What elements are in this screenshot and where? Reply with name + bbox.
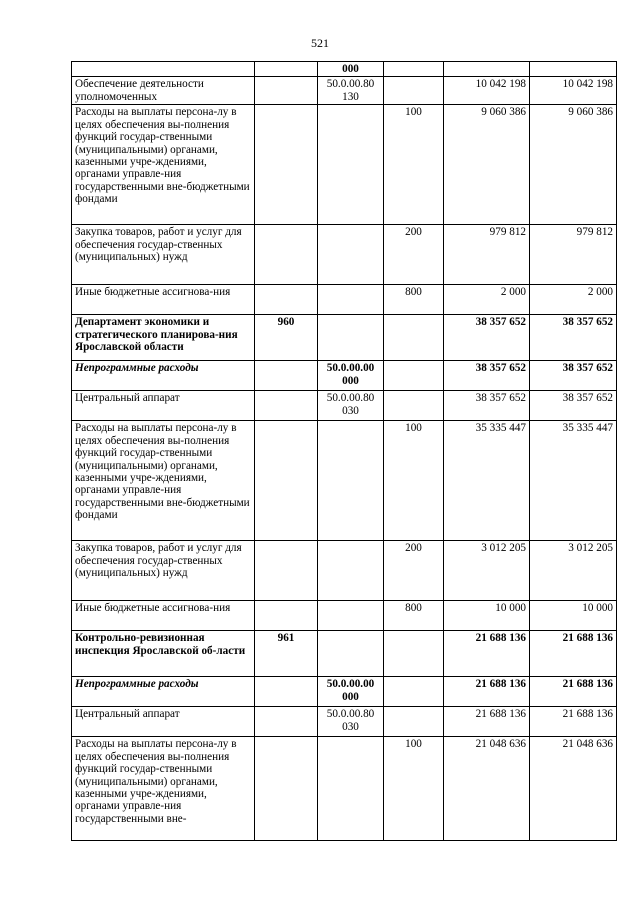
cell-amount-1: 979 812 [444,225,530,285]
cell-amount-1: 38 357 652 [444,391,530,421]
cell-expense-type: 100 [384,105,444,225]
cell-dept-code: 961 [255,631,318,677]
cell-program-code: 000 [318,62,384,77]
cell-program-code [318,421,384,541]
cell-amount-1: 2 000 [444,285,530,315]
table-row [72,105,617,225]
cell-amount-2: 21 688 136 [530,707,617,737]
cell-amount-1: 10 000 [444,601,530,631]
cell-amount-1: 38 357 652 [444,361,530,391]
cell-name: Закупка товаров, работ и услуг для обеспечения государ-ственных (муниципальных) нужд [72,225,255,285]
cell-amount-2: 2 000 [530,285,617,315]
cell-name: Закупка товаров, работ и услуг для обеспечения государ-ственных (муниципальных) нужд [72,541,255,601]
table-row [72,225,617,285]
page-number: 521 [311,36,329,50]
cell-name: Контрольно-ревизионная инспекция Ярославской об-ласти [72,631,255,677]
cell-dept-code [255,707,318,737]
cell-amount-2: 35 335 447 [530,421,617,541]
cell-name: Центральный аппарат [72,391,255,421]
table-row [72,77,617,105]
cell-dept-code [255,737,318,841]
cell-name: Центральный аппарат [72,707,255,737]
cell-expense-type: 800 [384,601,444,631]
cell-program-code: 50.0.00.80 030 [318,391,384,421]
table-row [72,631,617,677]
cell-amount-2: 3 012 205 [530,541,617,601]
cell-expense-type: 200 [384,225,444,285]
cell-dept-code [255,225,318,285]
cell-expense-type [384,677,444,707]
budget-table [71,61,617,841]
cell-name: Расходы на выплаты персона-лу в целях обеспечения вы-полнения функций государ-ственными (муниципальными) органами, казенными учре-ждениями, органами управле-ния государственными вне- [72,737,255,841]
cell-amount-2: 38 357 652 [530,315,617,361]
cell-dept-code [255,391,318,421]
cell-expense-type: 800 [384,285,444,315]
cell-name: Департамент экономики и стратегического планирова-ния Ярославской области [72,315,255,361]
cell-dept-code [255,541,318,601]
cell-amount-1: 10 042 198 [444,77,530,105]
cell-amount-2: 38 357 652 [530,391,617,421]
cell-expense-type [384,361,444,391]
cell-name: Непрограммные расходы [72,677,255,707]
cell-program-code [318,601,384,631]
table-row [72,601,617,631]
cell-dept-code [255,361,318,391]
cell-name: Иные бюджетные ассигнова-ния [72,601,255,631]
cell-expense-type [384,315,444,361]
cell-amount-1: 21 688 136 [444,677,530,707]
table-row [72,361,617,391]
table-row [72,285,617,315]
cell-name: Расходы на выплаты персона-лу в целях обеспечения вы-полнения функций государ-ственными (муниципальными) органами, казенными учре-ждениями, органами управле-ния государственными вне-бюджетными фондами [72,105,255,225]
cell-dept-code: 960 [255,315,318,361]
table-row [72,62,617,77]
cell-dept-code [255,105,318,225]
cell-amount-2: 10 000 [530,601,617,631]
cell-expense-type: 100 [384,737,444,841]
cell-program-code [318,315,384,361]
cell-program-code [318,631,384,677]
cell-amount-1: 3 012 205 [444,541,530,601]
cell-dept-code [255,421,318,541]
cell-expense-type [384,62,444,77]
cell-program-code: 50.0.00.00 000 [318,677,384,707]
cell-name: Непрограммные расходы [72,361,255,391]
cell-expense-type [384,77,444,105]
table-row [72,677,617,707]
cell-name: Обеспечение деятельности уполномоченных [72,77,255,105]
cell-dept-code [255,677,318,707]
cell-amount-1: 21 048 636 [444,737,530,841]
table-row [72,421,617,541]
cell-program-code [318,541,384,601]
cell-expense-type [384,391,444,421]
cell-amount-1: 38 357 652 [444,315,530,361]
table-row [72,391,617,421]
cell-amount-1 [444,62,530,77]
cell-name [72,62,255,77]
cell-program-code [318,285,384,315]
cell-dept-code [255,77,318,105]
cell-name: Расходы на выплаты персона-лу в целях обеспечения вы-полнения функций государ-ственными (муниципальными) органами, казенными учре-ждениями, органами управле-ния государственными вне-бюджетными фондами [72,421,255,541]
table-row [72,315,617,361]
cell-dept-code [255,285,318,315]
cell-amount-2: 21 048 636 [530,737,617,841]
cell-amount-2: 21 688 136 [530,631,617,677]
table-row [72,541,617,601]
cell-program-code [318,225,384,285]
cell-program-code [318,105,384,225]
cell-amount-1: 21 688 136 [444,707,530,737]
cell-amount-2: 38 357 652 [530,361,617,391]
cell-amount-2: 10 042 198 [530,77,617,105]
cell-dept-code [255,62,318,77]
cell-program-code: 50.0.00.80 130 [318,77,384,105]
cell-expense-type [384,707,444,737]
cell-amount-2: 9 060 386 [530,105,617,225]
cell-program-code: 50.0.00.00 000 [318,361,384,391]
cell-amount-1: 21 688 136 [444,631,530,677]
table-body [72,62,617,841]
cell-amount-1: 35 335 447 [444,421,530,541]
cell-amount-1: 9 060 386 [444,105,530,225]
cell-expense-type: 200 [384,541,444,601]
cell-program-code [318,737,384,841]
cell-amount-2: 979 812 [530,225,617,285]
cell-program-code: 50.0.00.80 030 [318,707,384,737]
cell-dept-code [255,601,318,631]
cell-expense-type [384,631,444,677]
cell-name: Иные бюджетные ассигнова-ния [72,285,255,315]
cell-amount-2: 21 688 136 [530,677,617,707]
cell-amount-2 [530,62,617,77]
table-row [72,707,617,737]
table-row [72,737,617,841]
cell-expense-type: 100 [384,421,444,541]
